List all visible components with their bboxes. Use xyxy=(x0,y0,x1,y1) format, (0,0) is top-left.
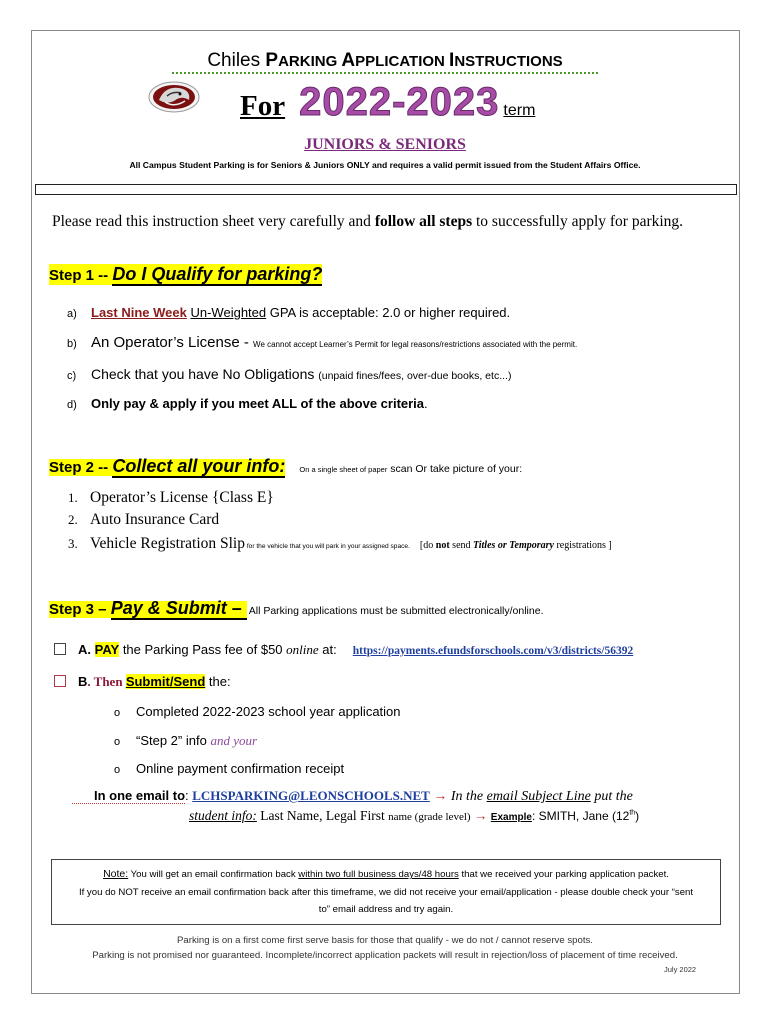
submit-instruction xyxy=(54,674,231,690)
email-colon: : xyxy=(185,788,193,803)
email-label: In one email to xyxy=(72,788,185,804)
email-address-link[interactable]: LCHSPARKING@LEONSCHOOLS.NET xyxy=(192,788,430,803)
subject-text: email Subject Line xyxy=(486,789,591,804)
list-item xyxy=(68,489,274,507)
list-marker: o xyxy=(114,707,121,719)
intro-after: to successfully apply for parking. xyxy=(472,213,684,230)
note-underlined: within two full business days/48 hours xyxy=(298,869,459,880)
pay-word: PAY xyxy=(94,642,120,657)
email-instruction xyxy=(72,788,633,805)
note-label: Note: xyxy=(103,868,129,880)
item-text: Vehicle Registration Slip xyxy=(90,535,245,552)
note-part: send xyxy=(449,540,474,551)
school-year: 2022-2023 xyxy=(299,80,500,124)
title-underline xyxy=(172,72,598,74)
list-item xyxy=(68,511,219,529)
list-item xyxy=(67,396,428,411)
list-item xyxy=(67,366,511,382)
subject-text: put the xyxy=(590,789,633,804)
example-close: ) xyxy=(635,809,640,823)
list-item xyxy=(67,305,510,320)
campus-notice: All Campus Student Parking is for Seniors & Juniors ONLY and requires a valid permit issued from the Student Affairs Office. xyxy=(129,160,641,170)
note-part: not xyxy=(435,540,450,551)
name-fields: Last Name, Legal First xyxy=(256,808,389,823)
title-word: ARKING xyxy=(278,53,342,70)
item-bold: Only pay & apply if you meet ALL of the above criteria xyxy=(91,396,425,411)
step-1-heading xyxy=(49,264,322,285)
list-marker: a) xyxy=(67,308,77,320)
item-text: the: xyxy=(205,674,231,689)
example-sup: th xyxy=(629,809,636,817)
item-text: . xyxy=(424,396,428,411)
item-fineprint: (unpaid fines/fees, over-due books, etc...) xyxy=(318,370,512,382)
list-marker: o xyxy=(114,764,121,776)
title-word: PPLICATION xyxy=(355,53,450,70)
item-label: B xyxy=(78,674,88,689)
item-label: A. xyxy=(78,642,95,657)
student-info-label: student info: xyxy=(189,808,257,823)
item-text: Auto Insurance Card xyxy=(90,511,220,528)
step-head xyxy=(49,598,247,618)
footer-line-2: Parking is not promised nor guaranteed. Incomplete/incorrect application packets will result in rejection/loss of placement of time received. xyxy=(92,950,678,961)
list-item xyxy=(114,733,257,749)
footer-date: July 2022 xyxy=(664,965,697,974)
item-text: the Parking Pass fee of $50 xyxy=(119,642,287,657)
divider-bar xyxy=(35,184,737,195)
step-title: Pay & Submit – xyxy=(110,598,247,618)
student-info-line xyxy=(189,808,639,824)
item-note xyxy=(420,540,612,551)
note-text: You will get an email confirmation back xyxy=(128,869,299,880)
list-item xyxy=(67,334,577,351)
title-word: NSTRUCTIONS xyxy=(454,53,563,70)
note-line-2: If you do NOT receive an email confirmation back after this timeframe, we did not receive your email/application - please double check your “sent xyxy=(78,887,694,898)
footer-line-1: Parking is on a first come first serve basis for those that qualify - we do not / cannot reserve spots. xyxy=(177,935,593,946)
title-letter: I xyxy=(449,50,455,71)
note-part: [do xyxy=(419,540,436,551)
term-word: term xyxy=(503,102,536,119)
item-text: An Operator’s License - xyxy=(91,334,254,351)
step-title: Do I Qualify for parking? xyxy=(112,264,323,284)
step-3-heading xyxy=(49,598,543,619)
intro-before: Please read this instruction sheet very carefully and xyxy=(52,213,375,230)
note-part: Titles or Temporary xyxy=(473,540,554,551)
for-word: For xyxy=(240,90,286,122)
page-title xyxy=(0,50,770,72)
step-aside: All Parking applications must be submitted electronically/online. xyxy=(248,605,544,617)
audience-heading: JUNIORS & SENIORS xyxy=(304,136,466,153)
list-marker: c) xyxy=(67,370,77,382)
note-line-3: to” email address and try again. xyxy=(318,904,454,915)
note-part: registrations ] xyxy=(553,540,612,551)
arrow-icon: → xyxy=(429,789,451,804)
subject-instruction xyxy=(430,789,633,804)
aside-small: On a single sheet of paper xyxy=(299,465,388,474)
list-item xyxy=(68,535,612,553)
step-title: Collect all your info: xyxy=(112,456,286,476)
list-marker: d) xyxy=(67,399,77,411)
list-item xyxy=(114,704,401,719)
note-text: that we received your parking application packet. xyxy=(458,869,669,880)
item-text: Completed 2022-2023 school year application xyxy=(136,704,401,719)
item-text: “Step 2” info xyxy=(136,733,211,748)
step-head xyxy=(49,456,286,476)
item-fineprint: We cannot accept Learner’s Permit for legal reasons/restrictions associated with the permit. xyxy=(253,340,578,349)
submit-checkbox[interactable] xyxy=(54,675,66,687)
online-word: online xyxy=(286,642,319,657)
item-text: GPA is acceptable: 2.0 or higher required. xyxy=(266,305,511,320)
list-marker: 3. xyxy=(68,536,78,551)
item-fineprint: for the vehicle that you will park in your assigned space. xyxy=(244,543,410,550)
subject-text: In the xyxy=(450,789,487,804)
title-letter: A xyxy=(341,50,356,71)
item-text: Check that you have No Obligations xyxy=(91,366,319,382)
list-marker: b) xyxy=(67,338,77,350)
list-marker: 1. xyxy=(68,490,78,505)
name-fields-small: name (grade level) xyxy=(388,811,471,823)
step-prefix: Step 1 -- xyxy=(49,267,113,284)
intro-bold: follow all steps xyxy=(374,213,473,230)
item-text: at: xyxy=(318,642,337,657)
list-marker: 2. xyxy=(68,512,78,527)
step-aside xyxy=(299,463,522,475)
pay-checkbox[interactable] xyxy=(54,643,66,655)
step-prefix: Step 2 -- xyxy=(49,459,113,476)
cougar-logo-icon xyxy=(147,80,201,114)
list-marker: o xyxy=(114,736,121,748)
payment-link[interactable]: https://payments.efundsforschools.com/v3/districts/56392 xyxy=(352,645,634,657)
example-label: Example xyxy=(490,812,532,823)
intro-text xyxy=(52,213,683,231)
item-text: Online payment confirmation receipt xyxy=(136,761,345,776)
example-value: : SMITH, Jane (12 xyxy=(531,809,630,823)
step-prefix: Step 3 – xyxy=(49,601,111,618)
step-2-heading xyxy=(49,456,522,477)
term-heading xyxy=(240,80,535,125)
then-word: . Then xyxy=(87,674,126,689)
item-extra: and your xyxy=(210,733,258,748)
highlight-text: Last Nine Week xyxy=(91,305,187,320)
note-line-1 xyxy=(51,868,721,880)
pay-instruction xyxy=(54,642,633,658)
item-text: Operator’s License {Class E} xyxy=(90,489,274,506)
title-school: Chiles xyxy=(207,50,266,71)
list-item xyxy=(114,761,344,776)
title-letter: P xyxy=(265,50,279,71)
submit-word: Submit/Send xyxy=(125,674,206,689)
arrow-icon: → xyxy=(470,808,491,823)
aside-text: scan Or take picture of your: xyxy=(387,463,523,475)
underlined-text: Un-Weighted xyxy=(190,305,267,320)
